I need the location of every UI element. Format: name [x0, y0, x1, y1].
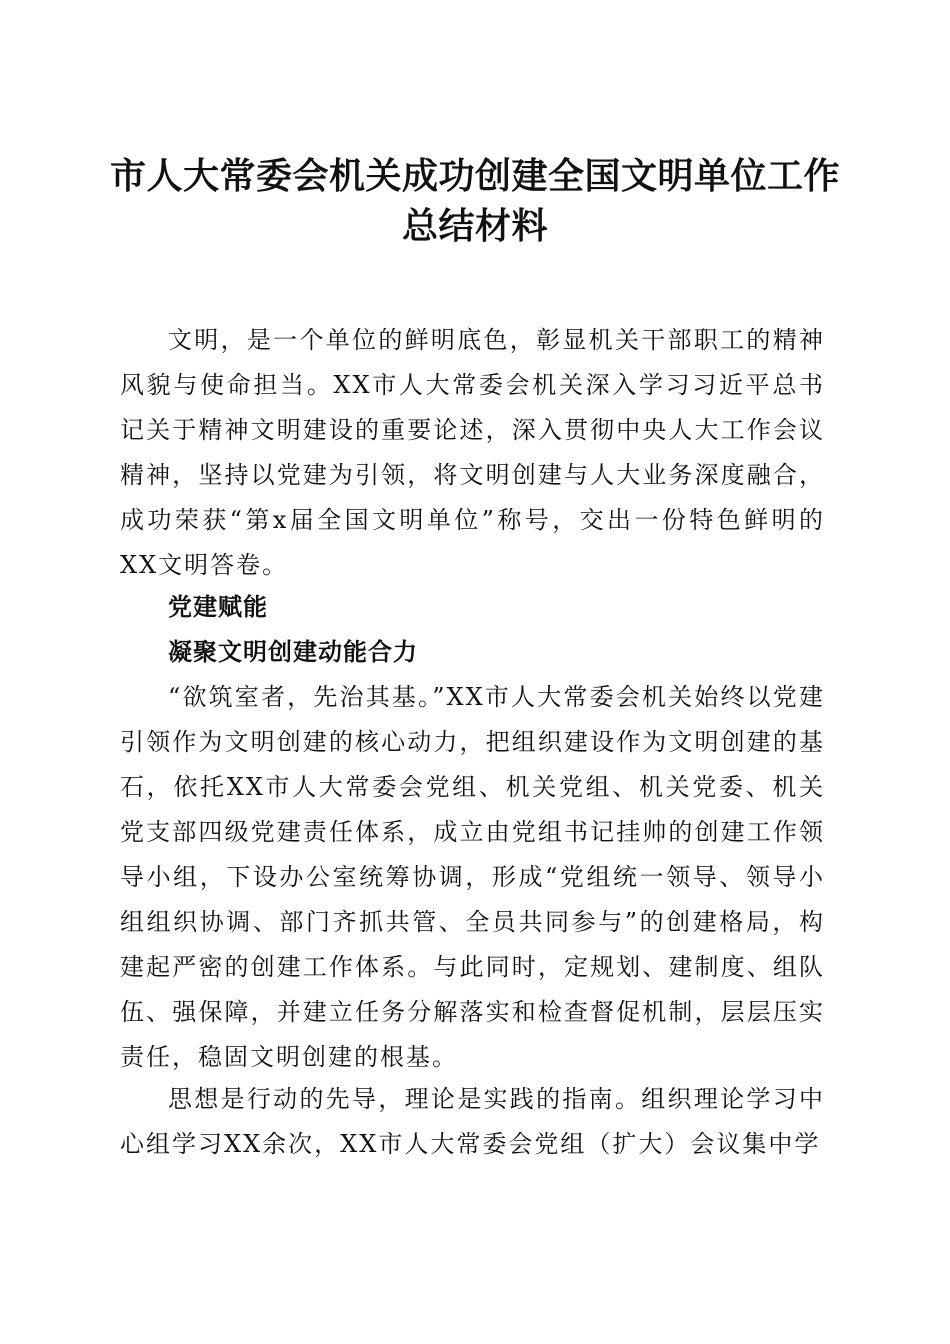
body-paragraph-1: “欲筑室者，先治其基。”XX市人大常委会机关始终以党建引领作为文明创建的核心动力，把组织建设作为文明创建的基石，依托XX市人大常委会党组、机关党组、机关党委、机关党支部四级党建责任体系，成立由党组书记挂帅的创建工作领导小组，下设办公室统筹协调，形成“党组统一领导、领导小组组织协调、部门齐抓共管、全员共同参与”的创建格局，构建起严密的创建工作体系。与此同时，定规划、建制度、组队伍、强保障，并建立任务分解落实和检查督促机制，层层压实责任，稳固文明创建的根基。 [120, 683, 825, 1071]
document-title-line-2: 总结材料 [401, 205, 548, 247]
section-heading: 党建赋能 [168, 593, 268, 621]
intro-paragraph: 文明，是一个单位的鲜明底色，彰显机关干部职工的精神风貌与使命担当。XX市人大常委会机关深入学习习近平总书记关于精神文明建设的重要论述，深入贯彻中央人大工作会议精神，坚持以党建为引领，将文明创建与人大业务深度融合，成功荣获“第x届全国文明单位”称号，交出一份特色鲜明的XX文明答卷。 [120, 326, 825, 579]
section-subheading: 凝聚文明创建动能合力 [168, 638, 418, 666]
document-title-line-1: 市人大常委会机关成功创建全国文明单位工作 [110, 155, 841, 197]
body-paragraph-2: 思想是行动的先导，理论是实践的指南。组织理论学习中心组学习XX余次，XX市人大常委会党组（扩大）会议集中学 [120, 1085, 825, 1158]
